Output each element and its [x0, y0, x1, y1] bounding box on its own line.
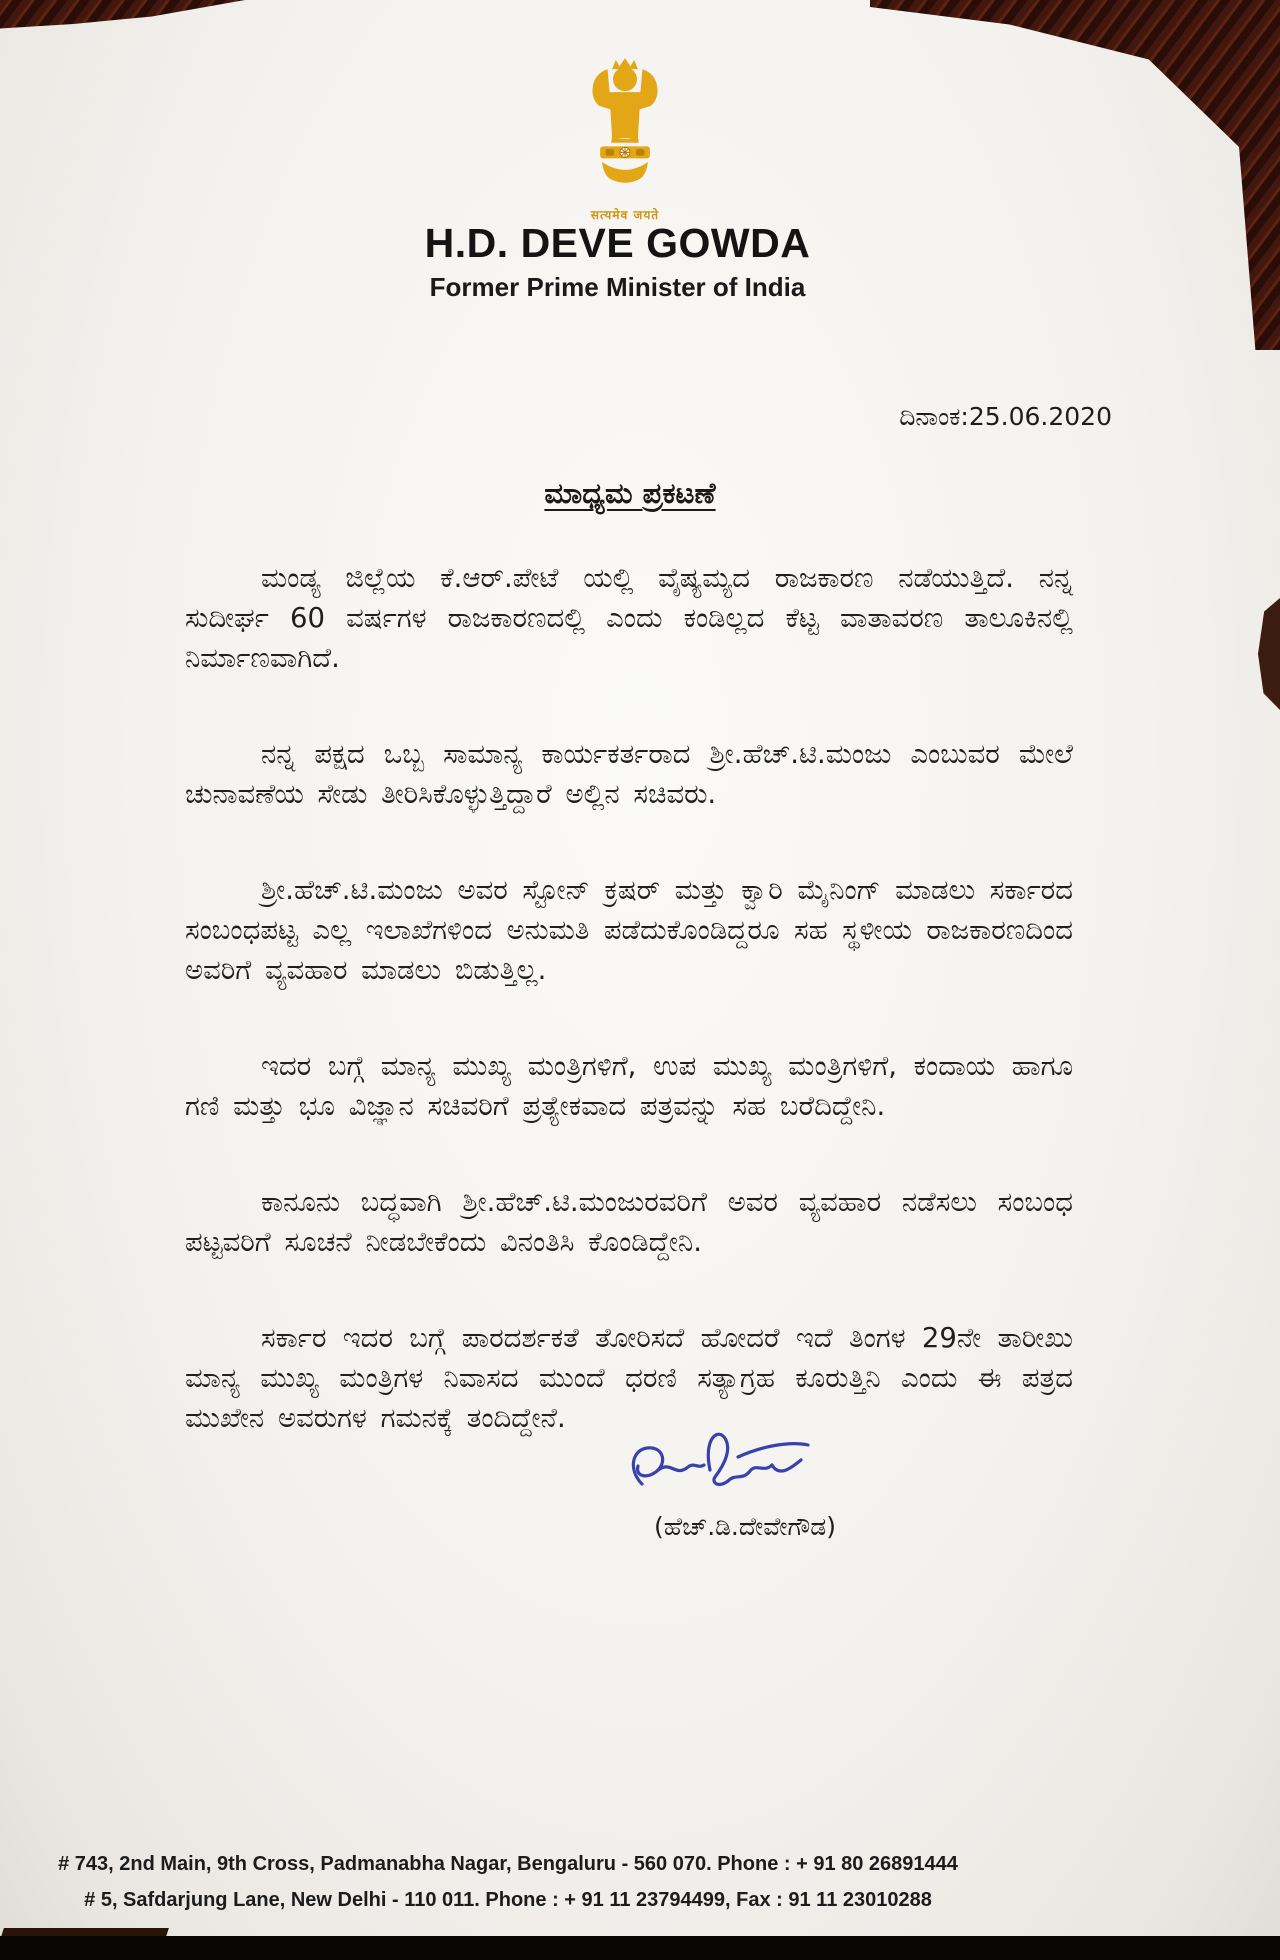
- letterhead-title: Former Prime Minister of India: [429, 272, 806, 302]
- paragraph: ನನ್ನ ಪಕ್ಷದ ಒಬ್ಬ ಸಾಮಾನ್ಯ ಕಾರ್ಯಕರ್ತರಾದ ಶ್ರೀ.ಹೆಚ್.ಟಿ.ಮಂಜು ಎಂಬುವರ ಮೇಲೆ ಚುನಾವಣೆಯ ಸೇಡು ತೀರಿಸಿಕೊಳ್ಳುತ್ತಿದ್ದಾರೆ ಅಲ್ಲಿನ ಸಚಿವರು.: [185, 738, 1073, 810]
- letterhead-name: H.D. DEVE GOWDA: [424, 220, 811, 266]
- letter-date: ದಿನಾಂಕ:25.06.2020: [899, 402, 1112, 431]
- emblem-motto: सत्यमेव जयते: [590, 208, 660, 222]
- paragraph: ಮಂಡ್ಯ ಜಿಲ್ಲೆಯ ಕೆ.ಆರ್.ಪೇಟೆ ಯಲ್ಲಿ ವೈಷ್ಯಮ್ಯದ ರಾಜಕಾರಣ ನಡೆಯುತ್ತಿದೆ. ನನ್ನ ಸುದೀರ್ಘ 60 ವರ್ಷಗಳ ರಾಜಕಾರಣದಲ್ಲಿ ಎಂದು ಕಂಡಿಲ್ಲದ ಕೆಟ್ಟ ವಾತಾವರಣ ತಾಲೂಕಿನಲ್ಲಿ ನಿರ್ಮಾಣವಾಗಿದೆ.: [185, 562, 1073, 674]
- photo-background-bottom-bar: [0, 1936, 1280, 1960]
- letterhead-footer: [28, 1846, 988, 1918]
- paragraph: ಕಾನೂನು ಬದ್ಧವಾಗಿ ಶ್ರೀ.ಹೆಚ್.ಟಿ.ಮಂಜುರವರಿಗೆ ಅವರ ವ್ಯವಹಾರ ನಡೆಸಲು ಸಂಬಂಧ ಪಟ್ಟವರಿಗೆ ಸೂಚನೆ ನೀಡಬೇಕೆಂದು ವಿನಂತಿಸಿ ಕೊಂಡಿದ್ದೇನಿ.: [185, 1186, 1073, 1258]
- letter-heading: [0, 476, 1260, 511]
- footer-address-delhi: # 5, Safdarjung Lane, New Delhi - 110 011. Phone : + 91 11 23794499, Fax : 91 11 23010288: [84, 1889, 932, 1911]
- letter-heading-text: ಮಾಧ್ಯಮ ಪ್ರಕಟಣೆ: [544, 476, 716, 510]
- paragraph: ಶ್ರೀ.ಹೆಚ್.ಟಿ.ಮಂಜು ಅವರ ಸ್ಟೋನ್ ಕ್ರಷರ್ ಮತ್ತು ಕ್ವಾರಿ ಮೈನಿಂಗ್ ಮಾಡಲು ಸರ್ಕಾರದ ಸಂಬಂಧಪಟ್ಟ ಎಲ್ಲ ಇಲಾಖೆಗಳಿಂದ ಅನುಮತಿ ಪಡೆದುಕೊಂಡಿದ್ದರೂ ಸಹ ಸ್ಥಳೀಯ ರಾಜಕಾರಣದಿಂದ ಅವರಿಗೆ ವ್ಯವಹಾರ ಮಾಡಲು ಬಿಡುತ್ತಿಲ್ಲ.: [185, 874, 1073, 986]
- letterhead: [0, 52, 1250, 223]
- india-state-emblem-icon: [579, 52, 671, 204]
- signature-ink: [622, 1424, 827, 1512]
- signatory-name: (ಹೆಚ್.ಡಿ.ದೇವೇಗೌಡ): [653, 1512, 836, 1541]
- paragraph: ಸರ್ಕಾರ ಇದರ ಬಗ್ಗೆ ಪಾರದರ್ಶಕತೆ ತೋರಿಸದೆ ಹೋದರೆ ಇದೆ ತಿಂಗಳ 29ನೇ ತಾರೀಖು ಮಾನ್ಯ ಮುಖ್ಯ ಮಂತ್ರಿಗಳ ನಿವಾಸದ ಮುಂದೆ ಧರಣಿ ಸತ್ಯಾಗ್ರಹ ಕೂರುತ್ತಿನಿ ಎಂದು ಈ ಪತ್ರದ ಮುಖೇನ ಅವರುಗಳ ಗಮನಕ್ಕೆ ತಂದಿದ್ದೇನೆ.: [185, 1322, 1073, 1434]
- paragraph: ಇದರ ಬಗ್ಗೆ ಮಾನ್ಯ ಮುಖ್ಯ ಮಂತ್ರಿಗಳಿಗೆ, ಉಪ ಮುಖ್ಯ ಮಂತ್ರಿಗಳಿಗೆ, ಕಂದಾಯ ಹಾಗೂ ಗಣಿ ಮತ್ತು ಭೂ ವಿಜ್ಞಾನ ಸಚಿವರಿಗೆ ಪ್ರತ್ಯೇಕವಾದ ಪತ್ರವನ್ನು ಸಹ ಬರೆದಿದ್ದೇನಿ.: [185, 1050, 1073, 1122]
- footer-address-bengaluru: # 743, 2nd Main, 9th Cross, Padmanabha Nagar, Bengaluru - 560 070. Phone : + 91 80 26891444: [58, 1853, 958, 1875]
- letter-body: [185, 558, 1073, 1494]
